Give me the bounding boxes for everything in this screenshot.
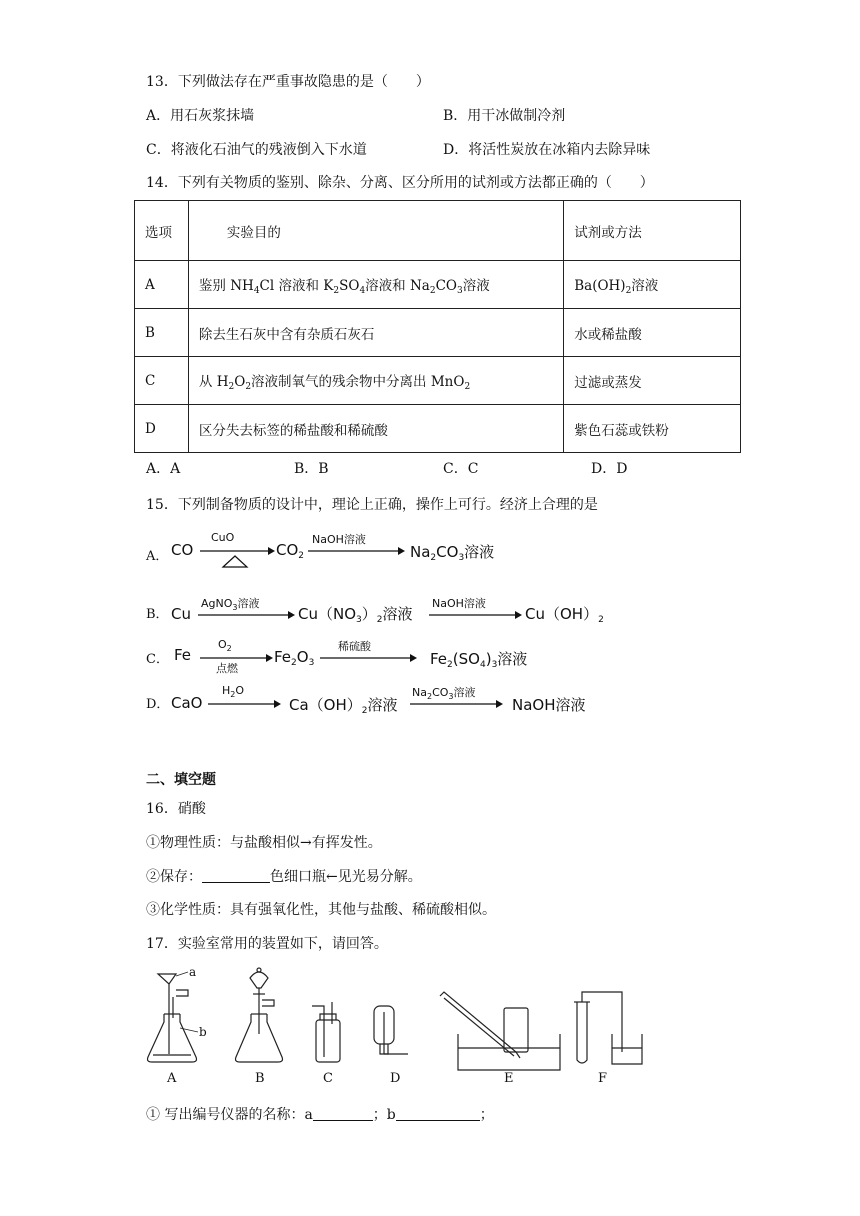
q15-c-label: C． [146,652,169,667]
q15-b-cu: Cu [171,605,191,623]
q15-d-above2: $Na_2CO_3$溶液 [412,686,476,701]
q15-a-arrow2 [306,540,406,560]
table-row [135,309,741,357]
q16-line1: ①物理性质：与盐酸相似→有挥发性。 [146,835,382,851]
q13-option-b: B．用干冰做制冷剂 [443,108,566,124]
q13-stem: 13．下列做法存在严重事故隐患的是（ ） [146,74,430,90]
apparatus-label: B [255,1071,265,1086]
row-option: C [135,357,189,405]
q15-c-fe2o3: $Fe_2O_3$ [274,648,315,668]
q15-c-below1: 点燃 [216,662,238,675]
row-reagent: 水或稀盐酸 [564,309,741,357]
header-purpose: 实验目的 [188,201,563,261]
apparatus-label: E [504,1071,514,1086]
heat-triangle-icon [223,556,247,567]
q15-b-above1: AgNO$_3$溶液 [201,597,260,612]
q13-option-c: C．将液化石油气的残液倒入下水道 [146,142,367,158]
q15-a-above1: CuO [211,531,235,544]
label-b: b [199,1025,207,1039]
apparatus-c-bottle [312,1002,340,1062]
apparatus-b-flask [236,968,283,1062]
q14-choice-d: D．D [591,461,628,477]
q15-d-above1: $H_2O$ [222,684,245,699]
q15-c-above1: $O_2$ [218,638,232,653]
header-reagent: 试剂或方法 [564,201,741,261]
q15-a-co2: $CO_2$ [276,541,305,561]
q15-stem: 15．下列制备物质的设计中，理论上正确，操作上可行。经济上合理的是 [146,497,598,513]
row-purpose: 鉴别 $NH_4Cl$ 溶液和 $K_2SO_4$溶液和 $Na_2CO_3$溶液 [188,261,563,309]
row-reagent: 紫色石蕊或铁粉 [564,405,741,453]
q17-sub1: ① 写出编号仪器的名称：a ；b ； [146,1107,494,1123]
q15-d-label: D． [146,697,170,712]
apparatus-e-trough [440,992,560,1070]
q15-c-fe: Fe [174,646,192,664]
q16-line2: ②保存： 色细口瓶←见光易分解。 [146,869,422,885]
apparatus-a-flask [148,972,199,1062]
q14-stem: 14．下列有关物质的鉴别、除杂、分离、区分所用的试剂或方法都正确的（ ） [146,175,654,191]
table-row [135,357,741,405]
table-row [135,261,741,309]
q15-d-caoh2: $Ca(OH)_2$溶液 [289,696,398,716]
q15-a-co: CO [171,541,194,559]
q15-b-cuno3: $Cu(NO_3)_2$溶液 [298,605,413,625]
apparatus-figure [140,962,660,1090]
section-title: 二、填空题 [146,772,216,788]
row-purpose: 除去生石灰中含有杂质石灰石 [188,309,563,357]
row-purpose: 区分失去标签的稀盐酸和稀硫酸 [188,405,563,453]
q14-choice-b: B．B [294,461,329,477]
q14-table [134,200,741,453]
q15-b-above2: NaOH溶液 [432,597,486,610]
row-option: A [135,261,189,309]
row-option: D [135,405,189,453]
answer-blank-b[interactable] [396,1106,480,1121]
q17-stem: 17．实验室常用的装置如下，请回答。 [146,936,388,952]
q14-choice-a: A．A [146,461,181,477]
apparatus-label: C [323,1071,333,1086]
row-purpose: 从 $H_2O_2$溶液制氧气的残余物中分离出 MnO$_2$ [188,357,563,405]
q15-c-fe2so43: $Fe_2(SO_4)_3$溶液 [430,650,528,670]
q15-d-arrow1 [206,693,282,713]
apparatus-d-bottle [374,1006,408,1054]
q13-option-a: A．用石灰浆抹墙 [146,108,255,124]
q16-line3: ③化学性质：具有强氧化性，其他与盐酸、稀硫酸相似。 [146,902,496,918]
q14-choice-c: C．C [443,461,479,477]
row-reagent: $Ba(OH)_2$溶液 [564,261,741,309]
q15-c-arrow2 [318,647,418,667]
header-option: 选项 [135,201,189,261]
answer-blank[interactable] [202,868,270,883]
apparatus-label: A [167,1071,177,1086]
q15-a-na2co3: $Na_2CO_3$溶液 [410,543,495,563]
q15-c-above2: 稀硫酸 [338,640,371,653]
table-header-row [135,201,741,261]
apparatus-label: D [390,1071,401,1086]
q15-d-naoh: NaOH溶液 [512,696,586,714]
q15-b-arrow1 [196,604,296,624]
q15-d-arrow2 [408,693,504,713]
label-a: a [189,965,197,979]
apparatus-label: F [598,1071,608,1086]
q13-option-d: D．将活性炭放在冰箱内去除异味 [443,142,651,158]
q15-d-cao: CaO [171,694,203,712]
row-reagent: 过滤或蒸发 [564,357,741,405]
q15-b-cuoh2: $Cu(OH)_2$ [525,605,604,625]
answer-blank-a[interactable] [313,1106,373,1121]
row-option: B [135,309,189,357]
apparatus-f-tubes [574,992,642,1064]
table-row [135,405,741,453]
q15-b-label: B． [146,607,169,622]
q15-a-above2: NaOH溶液 [312,533,366,546]
q15-b-arrow2 [427,604,523,624]
q16-stem: 16．硝酸 [146,801,206,817]
q15-a-label: A． [146,549,169,564]
q15-a-arrow1 [198,540,276,570]
